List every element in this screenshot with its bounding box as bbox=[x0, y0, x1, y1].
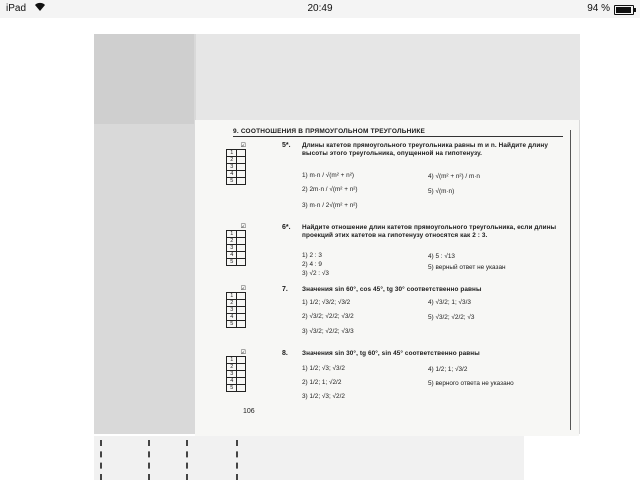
answer-option: 3) 1/2; √3; √2/2 bbox=[302, 393, 345, 400]
question-text: Длины катетов прямоугольного треугольника равны m и n. Найдите длину высоты этого треугольника, опущенной на гипотенузу. bbox=[302, 142, 548, 157]
page-number: 106 bbox=[243, 408, 255, 415]
answer-option: 1) 1/2; √3; √3/2 bbox=[302, 365, 345, 372]
answer-option: 2) 4 : 9 bbox=[302, 261, 322, 268]
answer-option: 2) 2m·n / √(m² + n²) bbox=[302, 186, 358, 193]
battery-percent: 94 % bbox=[587, 3, 610, 14]
check-icon: ☑ bbox=[240, 224, 246, 230]
answer-option: 2) 1/2; 1; √2/2 bbox=[302, 379, 342, 386]
check-icon: ☑ bbox=[240, 143, 246, 149]
answer-option: 2) √3/2; √2/2; √3/2 bbox=[302, 313, 354, 320]
answer-box: ☑ 1 2 3 4 5 bbox=[226, 286, 246, 327]
perforation bbox=[148, 440, 150, 480]
answer-option: 4) 5 : √13 bbox=[428, 253, 455, 260]
answer-option: 1) 2 : 3 bbox=[302, 252, 322, 259]
page-edge bbox=[570, 130, 571, 430]
question-text: Найдите отношение длин катетов прямоугольного треугольника, если длины проекций этих катетов на гипотенузу относятся как 2 : 3. bbox=[302, 224, 557, 239]
answer-cell[interactable] bbox=[237, 384, 246, 392]
document-page bbox=[195, 120, 579, 436]
question-number: 8. bbox=[282, 350, 288, 357]
question-text: Значения sin 30°, tg 60°, sin 45° соответственно равны bbox=[302, 350, 480, 357]
question-number: 5*. bbox=[282, 142, 291, 149]
question-number: 7. bbox=[282, 286, 288, 293]
perforation bbox=[100, 440, 102, 480]
clock: 20:49 bbox=[307, 3, 333, 14]
answer-cell[interactable] bbox=[237, 258, 246, 266]
answer-option: 3) √3/2; √2/2; √3/3 bbox=[302, 328, 354, 335]
status-bar bbox=[0, 0, 640, 18]
answer-box: ☑ 1 2 3 4 5 bbox=[226, 143, 246, 184]
scan-shadow bbox=[94, 34, 194, 124]
check-icon: ☑ bbox=[240, 286, 246, 292]
answer-box: ☑ 1 2 3 4 5 bbox=[226, 224, 246, 265]
question-text: Значения sin 60°, cos 45°, tg 30° соответственно равны bbox=[302, 286, 482, 293]
answer-option: 3) √2 : √3 bbox=[302, 270, 329, 277]
battery-icon bbox=[614, 5, 634, 15]
answer-option: 1) m·n / √(m² + n²) bbox=[302, 172, 354, 179]
answer-box: ☑ 1 2 3 4 5 bbox=[226, 350, 246, 391]
answer-option: 5) верного ответа не указано bbox=[428, 380, 514, 387]
answer-cell[interactable] bbox=[237, 177, 246, 185]
perforation bbox=[236, 440, 238, 480]
answer-option: 4) √(m² + n²) / m·n bbox=[428, 173, 480, 180]
answer-option: 4) √3/2; 1; √3/3 bbox=[428, 299, 471, 306]
answer-option: 5) √(m·n) bbox=[428, 188, 455, 195]
scan-bottom bbox=[94, 436, 524, 480]
answer-option: 5) верный ответ не указан bbox=[428, 264, 506, 271]
question-number: 6*. bbox=[282, 224, 291, 231]
section-header: 9. СООТНОШЕНИЯ В ПРЯМОУГОЛЬНОМ ТРЕУГОЛЬНИКЕ bbox=[233, 128, 563, 137]
answer-cell[interactable] bbox=[237, 320, 246, 328]
device-name: iPad bbox=[6, 3, 27, 14]
answer-option: 4) 1/2; 1; √3/2 bbox=[428, 366, 468, 373]
perforation bbox=[186, 440, 188, 480]
check-icon: ☑ bbox=[240, 350, 246, 356]
answer-option: 3) m·n / 2√(m² + n²) bbox=[302, 202, 358, 209]
answer-option: 1) 1/2; √3/2; √3/2 bbox=[302, 299, 351, 306]
answer-option: 5) √3/2; √2/2; √3 bbox=[428, 314, 475, 321]
scan-margin bbox=[196, 34, 580, 120]
